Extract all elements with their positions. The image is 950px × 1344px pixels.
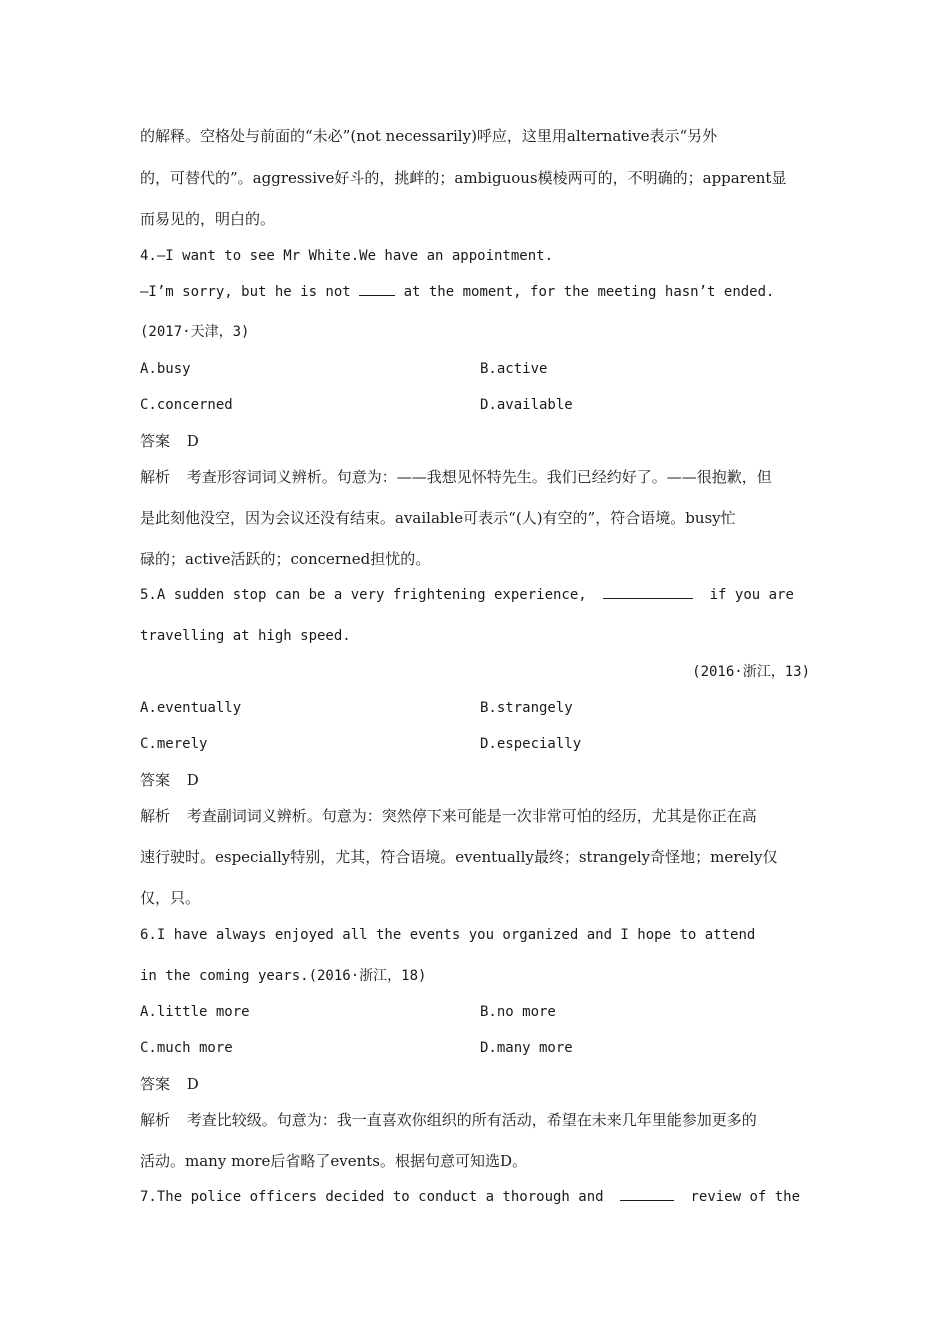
q6-options-row-1 [140, 1001, 810, 1023]
q5-analysis-label: 解析 [140, 807, 171, 825]
q4-answer-value: D [186, 432, 199, 450]
q5-blank [603, 584, 693, 599]
q4-stem-part-1: —I’m sorry, but he is not [140, 284, 351, 300]
q5-stem-line-1 [140, 584, 810, 606]
q6-options-row-2 [140, 1037, 810, 1059]
q5-options-row-1 [140, 697, 810, 719]
q5-answer [140, 769, 810, 791]
q4-option-b: B.active [480, 361, 548, 377]
q6-option-d: D.many more [480, 1040, 573, 1056]
q5-analysis-line-1 [140, 805, 810, 827]
q4-analysis-line-2: 是此刻他没空，因为会议还没有结束。available可表示“(人)有空的”，符合语境。busy忙 [140, 509, 736, 527]
q5-option-b: B.strangely [480, 700, 573, 716]
q4-option-d: D.available [480, 397, 573, 413]
q4-stem-part-2: at the moment, for the meeting hasn’t ended. [403, 284, 775, 300]
q5-stem-line-2: travelling at high speed. [140, 628, 351, 644]
q6-analysis-line-2: 活动。many more后省略了events。根据句意可知选D。 [140, 1152, 528, 1170]
q4-option-c: C.concerned [140, 397, 233, 413]
q4-blank [359, 281, 395, 296]
q6-stem-line-2: in the coming years.(2016·浙江，18) [140, 968, 427, 984]
q6-answer-value: D [186, 1075, 199, 1093]
q5-analysis-text-1: 考查副词词义辨析。句意为：突然停下来可能是一次非常可怕的经历，尤其是你正在高 [186, 807, 757, 825]
q5-analysis-line-3: 仅，只。 [140, 889, 201, 907]
q4-options-row-2 [140, 394, 810, 416]
q5-option-d: D.especially [480, 736, 582, 752]
q5-answer-label: 答案 [140, 771, 171, 789]
q4-option-a: A.busy [140, 361, 191, 377]
q5-stem-part-2: if you are [709, 587, 794, 603]
q5-answer-value: D [186, 771, 199, 789]
q7-blank [620, 1186, 674, 1201]
q7-stem-line-1 [140, 1186, 810, 1208]
q4-stem-line-2 [140, 281, 810, 303]
q4-analysis-text-1: 考查形容词词义辨析。句意为：——我想见怀特先生。我们已经约好了。——很抱歉，但 [186, 468, 772, 486]
q7-stem-part-1: 7.The police officers decided to conduct a thorough and [140, 1189, 604, 1205]
q6-option-a: A.little more [140, 1004, 250, 1020]
q4-stem-line-1: 4.—I want to see Mr White.We have an appointment. [140, 248, 554, 264]
q6-option-c: C.much more [140, 1040, 233, 1056]
q5-option-c: C.merely [140, 736, 208, 752]
q5-source: (2016·浙江，13) [692, 664, 810, 680]
q6-answer [140, 1073, 810, 1095]
q6-analysis-label: 解析 [140, 1111, 171, 1129]
q5-options-row-2 [140, 733, 810, 755]
q6-analysis-line-1 [140, 1109, 810, 1131]
q7-stem-part-2: review of the [690, 1189, 801, 1205]
continuation-line-2: 的，可替代的”。aggressive好斗的，挑衅的；ambiguous模棱两可的，不明确的；apparent显 [140, 169, 787, 187]
q5-analysis-line-2: 速行驶时。especially特别，尤其，符合语境。eventually最终；strangely奇怪地；merely仅 [140, 848, 778, 866]
q4-analysis-line-3: 碌的；active活跃的；concerned担忧的。 [140, 550, 431, 568]
q4-analysis-label: 解析 [140, 468, 171, 486]
q6-option-b: B.no more [480, 1004, 556, 1020]
q4-options-row-1 [140, 358, 810, 380]
q6-answer-label: 答案 [140, 1075, 171, 1093]
continuation-line-3: 而易见的，明白的。 [140, 210, 276, 228]
q4-answer-label: 答案 [140, 432, 171, 450]
continuation-line-1: 的解释。空格处与前面的“未必”(not necessarily)呼应，这里用alternative表示“另外 [140, 127, 718, 145]
q4-analysis-line-1 [140, 466, 810, 488]
q4-answer [140, 430, 810, 452]
q4-source: (2017·天津，3) [140, 324, 250, 340]
q6-stem-line-1: 6.I have always enjoyed all the events you organized and I hope to attend [140, 927, 756, 943]
q5-stem-part-1: 5.A sudden stop can be a very frightening experience, [140, 587, 587, 603]
q5-option-a: A.eventually [140, 700, 242, 716]
q6-analysis-text-1: 考查比较级。句意为：我一直喜欢你组织的所有活动，希望在未来几年里能参加更多的 [186, 1111, 757, 1129]
